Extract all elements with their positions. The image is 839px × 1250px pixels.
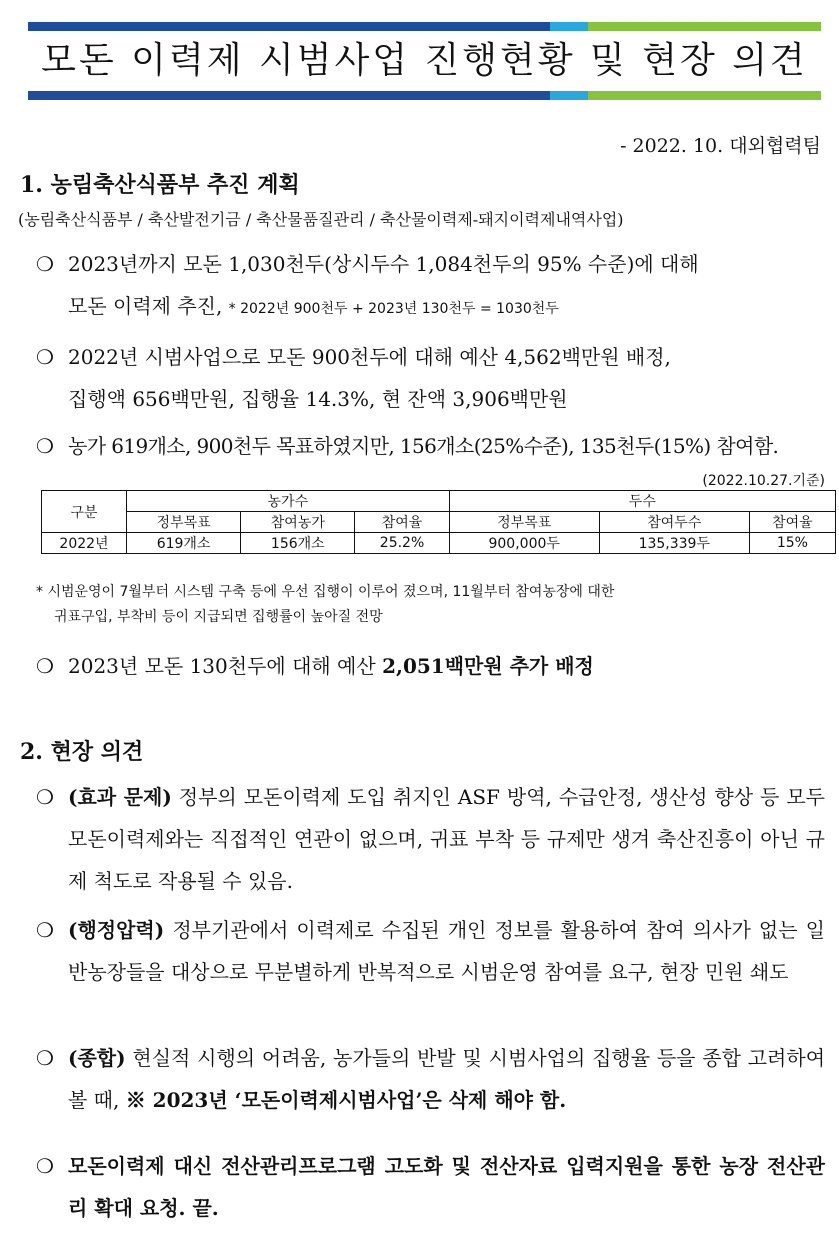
table-row <box>42 533 836 554</box>
execution-footnote <box>36 580 799 630</box>
table-cell: 156개소 <box>241 533 355 554</box>
bullet-budget-2022 <box>36 336 825 420</box>
opinion-summary <box>36 1037 825 1121</box>
bullet-marker: ❍ <box>36 1046 54 1070</box>
bullet-marker: ❍ <box>36 785 54 809</box>
opinion-tag: (행정압력) <box>68 918 165 942</box>
bullet-marker: ❍ <box>36 918 54 942</box>
table-subheader: 참여농가 <box>241 512 355 533</box>
table-cell: 619개소 <box>127 533 241 554</box>
bullet-line: 2022년 시범사업으로 모돈 900천두에 대해 예산 4,562백만원 배정, <box>68 345 671 369</box>
bullet-marker: ❍ <box>36 252 54 276</box>
opinion-admin-pressure <box>36 909 825 993</box>
table-header: 구분 <box>42 491 127 533</box>
table-cell: 15% <box>749 533 835 554</box>
bullet-marker: ❍ <box>36 1154 54 1178</box>
table-cell: 2022년 <box>42 533 127 554</box>
section1-subtitle: (농림축산식품부 / 축산발전기금 / 축산물품질관리 / 축산물이력제-돼지이력제내역사업) <box>18 210 624 229</box>
bullet-marker: ❍ <box>36 345 54 369</box>
footnote-line: * 시범운영이 7월부터 시스템 구축 등에 우선 집행이 이루어 졌으며, 11월부터 참여농장에 대한 <box>36 584 615 600</box>
opinion-effect <box>36 776 825 902</box>
bullet-line: 모돈 이력제 추진, <box>68 294 223 318</box>
participation-table <box>41 490 836 554</box>
table-header: 두수 <box>449 491 835 512</box>
opinion-conclusion: ※ 2023년 ‘모돈이력제시범사업’은 삭제 해야 함. <box>125 1088 567 1112</box>
table-subheader: 정부목표 <box>127 512 241 533</box>
table-subheader: 참여율 <box>749 512 835 533</box>
bullet-marker: ❍ <box>36 434 54 458</box>
table-header: 농가수 <box>127 491 450 512</box>
table-cell: 135,339두 <box>599 533 749 554</box>
bullet-budget-2023 <box>36 645 825 687</box>
page-title: 모돈 이력제 시범사업 진행현황 및 현장 의견 <box>41 40 808 81</box>
opinion-text: 모돈이력제 대신 전산관리프로그램 고도화 및 전산자료 입력지원을 통한 농장 전산관리 확대 요청. 끝. <box>68 1154 825 1220</box>
opinion-text: 정부의 모돈이력제 도입 취지인 ASF 방역, 수급안정, 생산성 향상 등 모두 모돈이력제와는 직접적인 연관이 없으며, 귀표 부착 등 규제만 생겨 축산진흥이 아닌 규제 척도로 작용될 수 있음. <box>68 785 825 893</box>
bullet-line: 집행액 656백만원, 집행율 14.3%, 현 잔액 3,906백만원 <box>68 387 568 411</box>
table-cell: 25.2% <box>355 533 449 554</box>
opinion-text: 현실적 시행의 어려움, 농가들의 반발 및 시범사업의 집행율 등을 종합 고려하여 볼 때, <box>68 1046 826 1112</box>
opinion-tag: (효과 문제) <box>68 785 172 809</box>
title-bar-top <box>28 22 821 31</box>
title-bar-bottom <box>28 91 821 100</box>
opinion-text: 정부기관에서 이력제로 수집된 개인 정보를 활용하여 참여 의사가 없는 일반농장들을 대상으로 무분별하게 반복적으로 시범운영 참여를 요구, 현장 민원 쇄도 <box>68 918 825 984</box>
table-subheader: 참여율 <box>355 512 449 533</box>
bullet-text: 2023년 모돈 130천두에 대해 예산 <box>68 654 376 678</box>
bullet-text-bold: 2,051백만원 추가 배정 <box>382 654 594 678</box>
bullet-participation <box>36 425 825 467</box>
table-cell: 900,000두 <box>449 533 599 554</box>
opinion-tag: (종합) <box>68 1046 126 1070</box>
footnote-line: 귀표구입, 부착비 등이 지급되면 집행률이 높아질 전망 <box>54 609 383 625</box>
bullet-note: * 2022년 900천두 + 2023년 130천두 = 1030천두 <box>228 301 559 317</box>
table-subheader: 정부목표 <box>449 512 599 533</box>
table-date-note: (2022.10.27.기준) <box>702 473 825 489</box>
bullet-line: 농가 619개소, 900천두 목표하였지만, 156개소(25%수준), 135천두(15%) 참여함. <box>68 434 779 458</box>
section1-heading: 1. 농림축산식품부 추진 계획 <box>20 172 300 198</box>
section2-heading: 2. 현장 의견 <box>20 739 144 765</box>
table-subheader: 참여두수 <box>599 512 749 533</box>
bullet-plan-2023 <box>36 243 825 330</box>
bullet-marker: ❍ <box>36 654 54 678</box>
opinion-request <box>36 1145 825 1229</box>
bullet-line: 2023년까지 모돈 1,030천두(상시두수 1,084천두의 95% 수준)에 대해 <box>68 252 699 276</box>
department-date: - 2022. 10. 대외협력팀 <box>620 135 821 157</box>
